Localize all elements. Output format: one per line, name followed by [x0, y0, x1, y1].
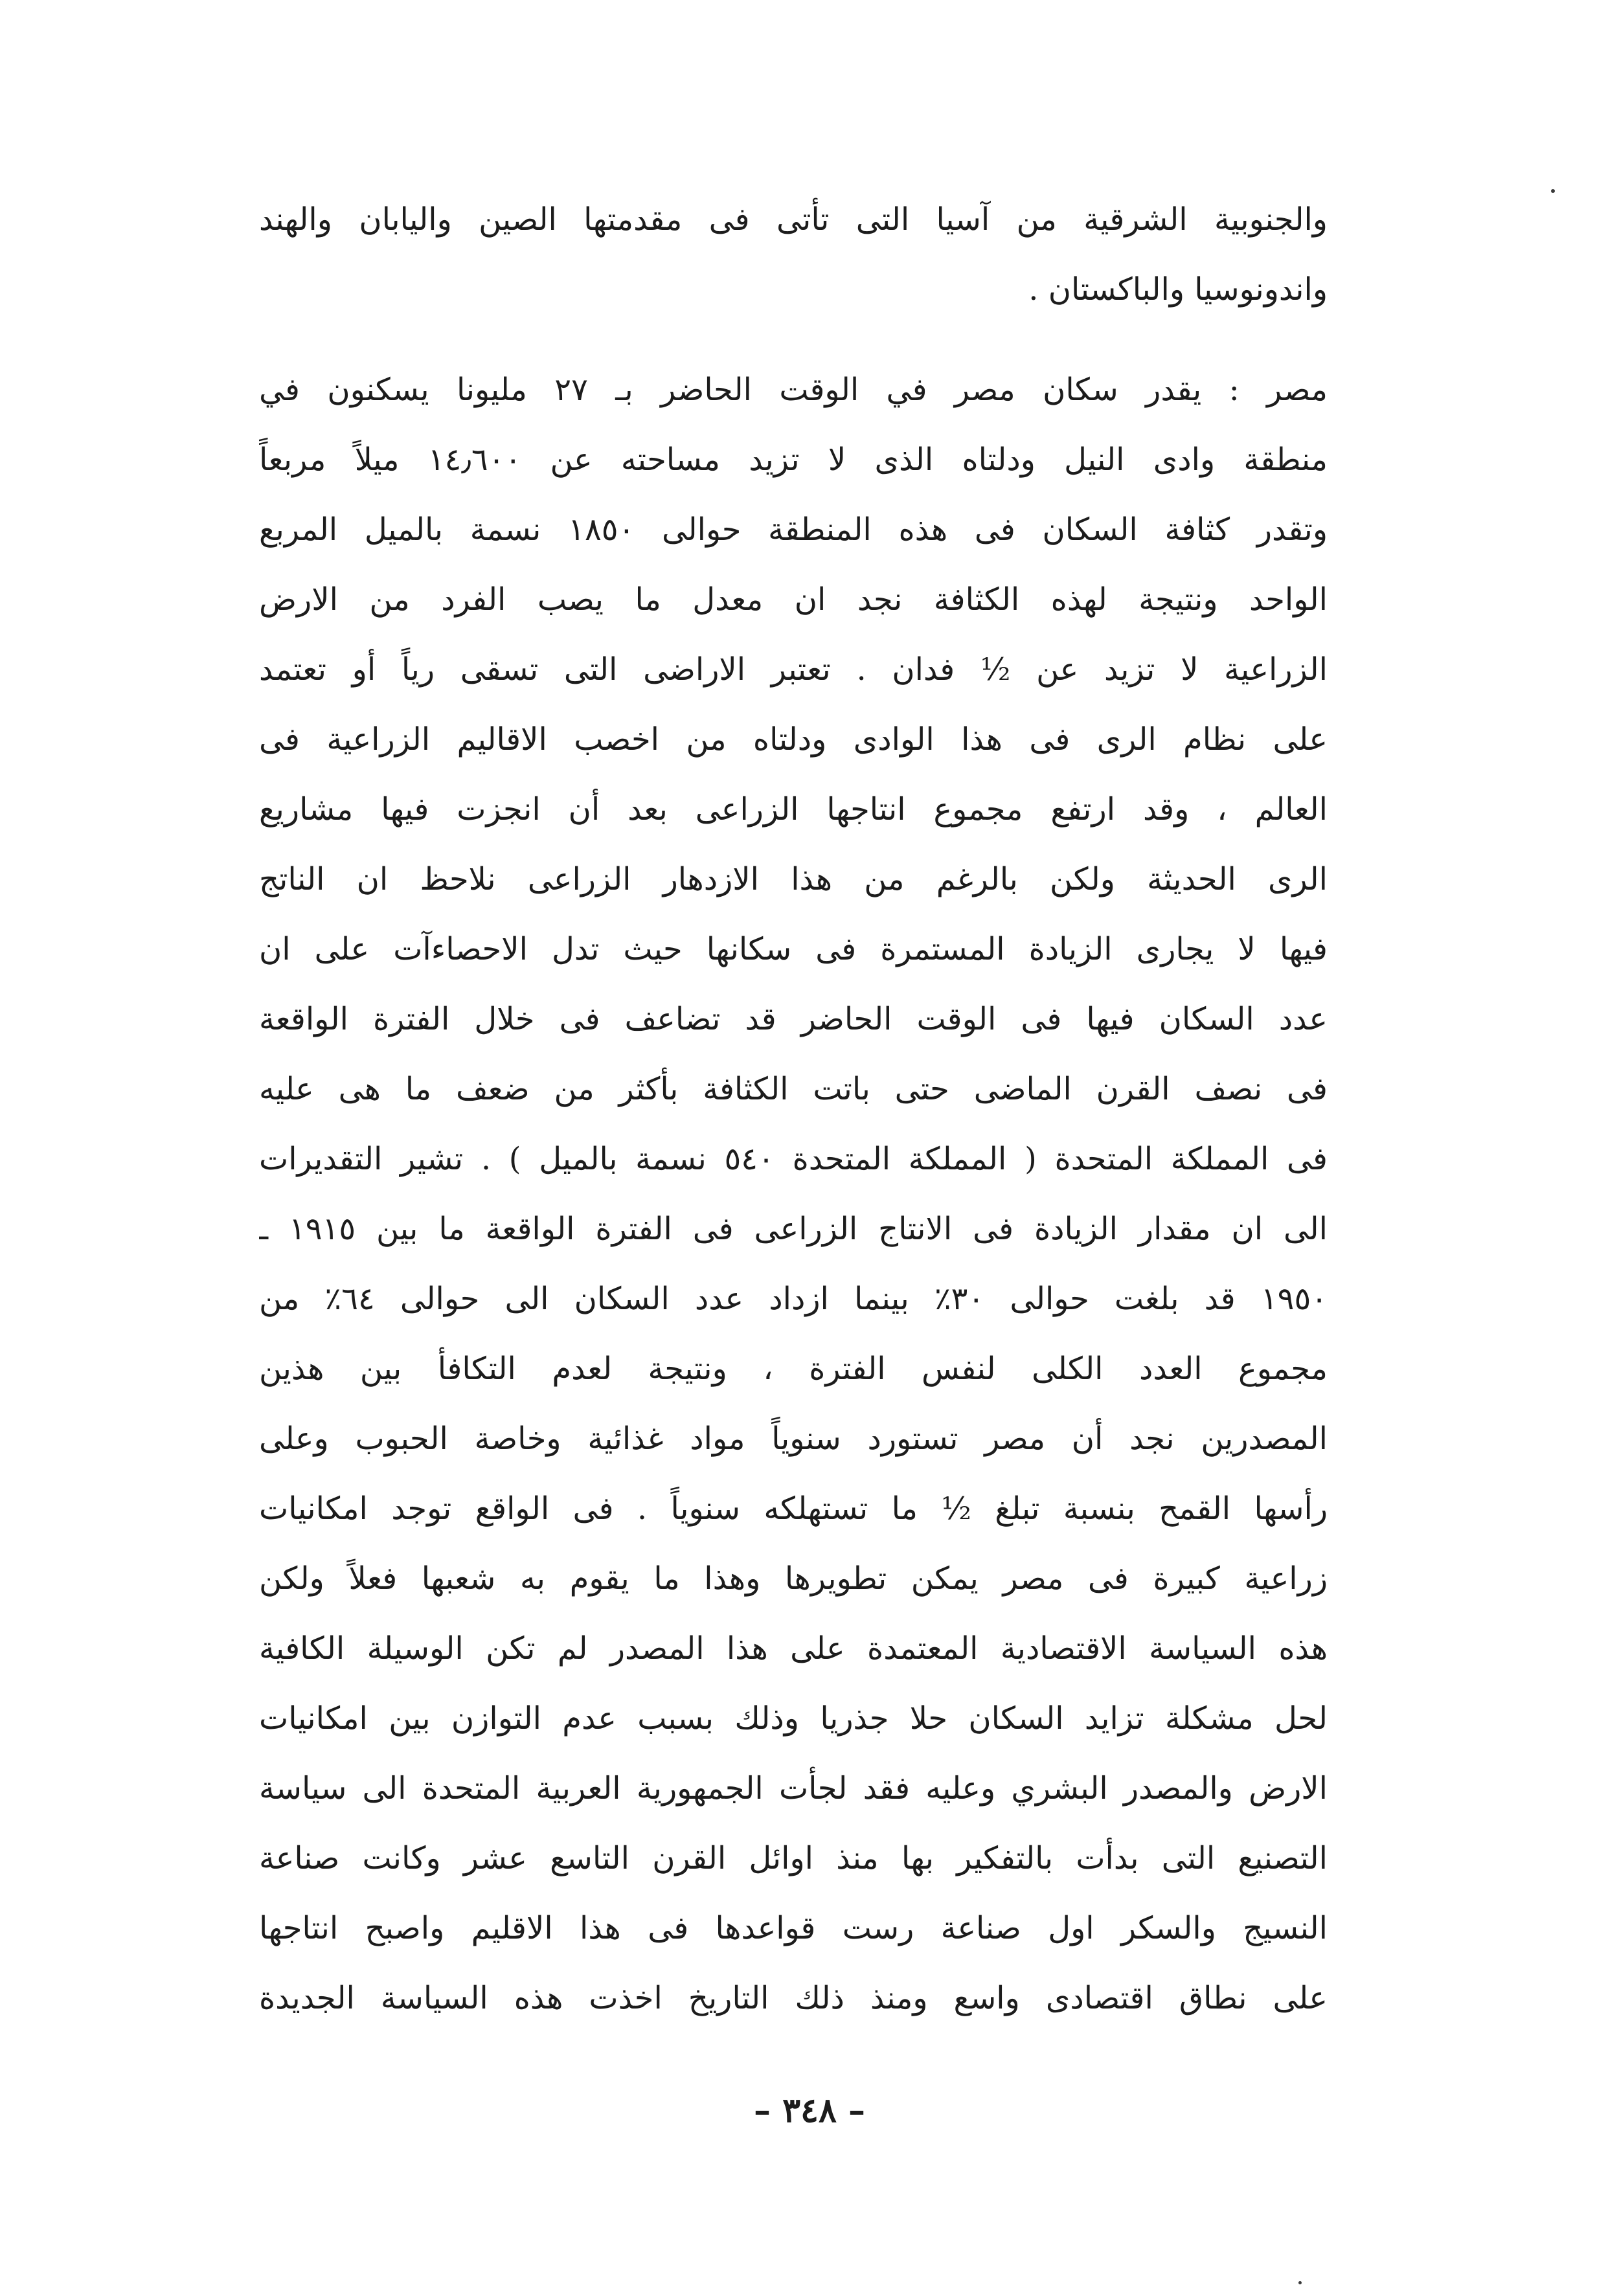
- text-line: هذه السياسة الاقتصادية المعتمدة على هذا المصدر لم تكن الوسيلة الكافية: [259, 1630, 1328, 1667]
- text-line: فى المملكة المتحدة ( المملكة المتحدة ٥٤٠ نسمة بالميل ) . تشير التقديرات: [259, 1141, 1328, 1177]
- scan-speck: [1551, 189, 1555, 193]
- text-line: المصدرين نجد أن مصر تستورد سنوياً مواد غذائية وخاصة الحبوب وعلى: [259, 1421, 1328, 1457]
- text-line: التصنيع التى بدأت بالتفكير بها منذ اوائل القرن التاسع عشر وكانت صناعة: [259, 1840, 1328, 1876]
- text-line: على نظام الرى فى هذا الوادى ودلتاه من اخصب الاقاليم الزراعية فى: [259, 721, 1328, 758]
- scan-speck: [1298, 2281, 1302, 2284]
- text-line: عدد السكان فيها فى الوقت الحاضر قد تضاعف فى خلال الفترة الواقعة: [259, 1001, 1328, 1037]
- text-line: فيها لا يجارى الزيادة المستمرة فى سكانها حيث تدل الاحصاءآت على ان: [259, 931, 1328, 967]
- page-number: – ٣٤٨ –: [753, 2091, 865, 2130]
- text-line: الرى الحديثة ولكن بالرغم من هذا الازدهار الزراعى نلاحظ ان الناتج: [259, 861, 1328, 897]
- text-line: والجنوبية الشرقية من آسيا التى تأتى فى مقدمتها الصين واليابان والهند: [259, 201, 1328, 238]
- text-line: ١٩٥٠ قد بلغت حوالى ٣٠٪ بينما ازداد عدد السكان الى حوالى ٦٤٪ من: [259, 1281, 1328, 1317]
- text-line: الزراعية لا تزيد عن ½ فدان . تعتبر الاراضى التى تسقى رياً أو تعتمد: [259, 651, 1328, 688]
- text-line: فى نصف القرن الماضى حتى باتت الكثافة بأكثر من ضعف ما هى عليه: [259, 1071, 1328, 1107]
- text-line: مصر : يقدر سكان مصر في الوقت الحاضر بـ ٢٧ مليونا يسكنون في: [259, 372, 1328, 408]
- text-line: وتقدر كثافة السكان فى هذه المنطقة حوالى ١٨٥٠ نسمة بالميل المربع: [259, 512, 1328, 548]
- text-line: الى ان مقدار الزيادة فى الانتاج الزراعى فى الفترة الواقعة ما بين ١٩١٥ ـ: [259, 1211, 1328, 1247]
- text-line: رأسها القمح بنسبة تبلغ ½ ما تستهلكه سنوياً . فى الواقع توجد امكانيات: [259, 1491, 1328, 1527]
- text-line: الارض والمصدر البشري وعليه فقد لجأت الجمهورية العربية المتحدة الى سياسة: [259, 1770, 1328, 1806]
- text-line: العالم ، وقد ارتفع مجموع انتاجها الزراعى بعد أن انجزت فيها مشاريع: [259, 791, 1328, 827]
- text-line: النسيج والسكر اول صناعة رست قواعدها فى هذا الاقليم واصبح انتاجها: [259, 1910, 1328, 1946]
- text-line: لحل مشكلة تزايد السكان حلا جذريا وذلك بسبب عدم التوازن بين امكانيات: [259, 1700, 1328, 1737]
- text-line: مجموع العدد الكلى لنفس الفترة ، ونتيجة لعدم التكافأ بين هذين: [259, 1351, 1328, 1387]
- egypt-paragraph: [259, 355, 1328, 2033]
- text-line: منطقة وادى النيل ودلتاه الذى لا تزيد مساحته عن ١٤٫٦٠٠ ميلاً مربعاً: [259, 442, 1328, 478]
- text-line: الواحد ونتيجة لهذه الكثافة نجد ان معدل ما يصب الفرد من الارض: [259, 581, 1328, 618]
- text-line: زراعية كبيرة فى مصر يمكن تطويرها وهذا ما يقوم به شعبها فعلاً ولكن: [259, 1560, 1328, 1597]
- text-line: واندونوسيا والباكستان .: [1028, 271, 1328, 308]
- text-line: على نطاق اقتصادى واسع ومنذ ذلك التاريخ اخذت هذه السياسة الجديدة: [259, 1980, 1328, 2016]
- intro-paragraph: [259, 185, 1328, 324]
